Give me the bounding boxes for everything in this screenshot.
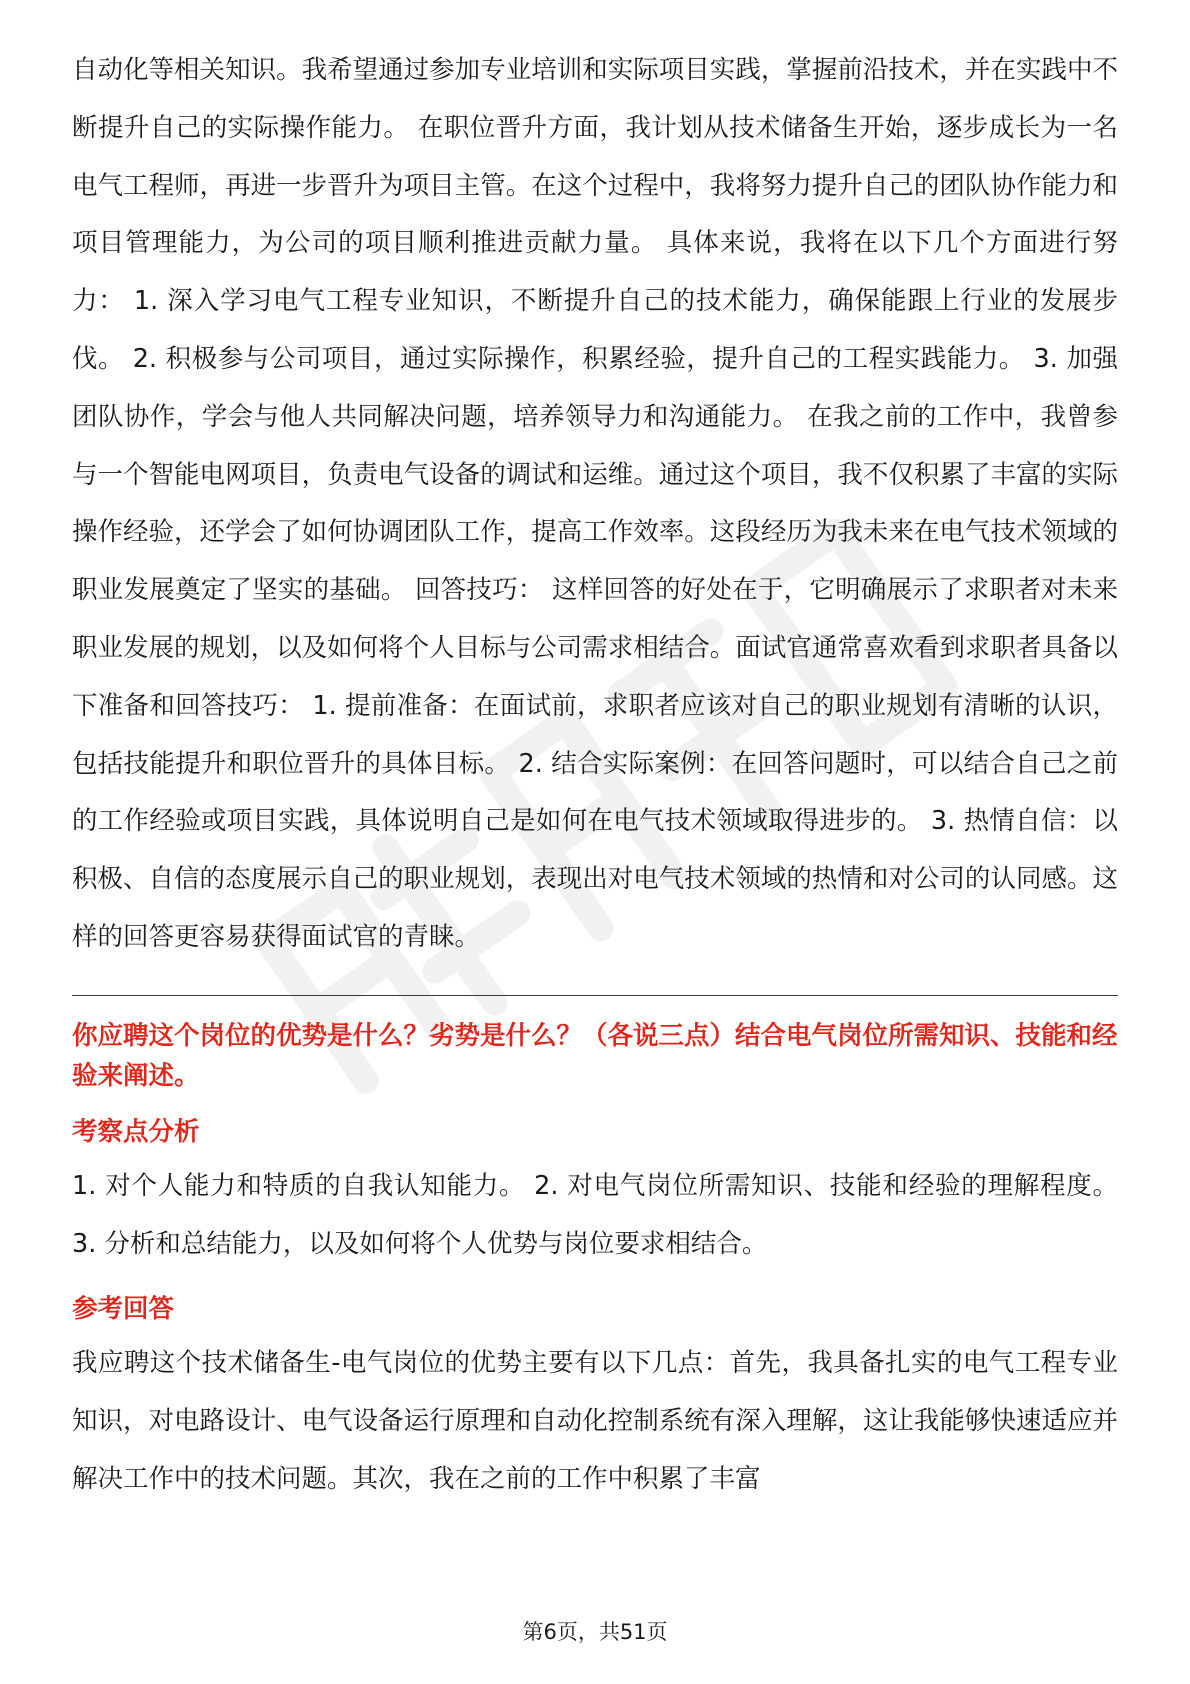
- reference-heading: 参考回答: [72, 1294, 175, 1325]
- interview-question: 你应聘这个岗位的优势是什么？劣势是什么？（各说三点）结合电气岗位所需知识、技能和经验来阐述。: [72, 1020, 1118, 1091]
- continuation-paragraph: 自动化等相关知识。我希望通过参加专业培训和实际项目实践，掌握前沿技术，并在实践中不断提升自己的实际操作能力。 在职位晋升方面，我计划从技术储备生开始，逐步成长为一名电气工程师，再进一步晋升为项目主管。在这个过程中，我将努力提升自己的团队协作能力和项目管理能力，为公司的项目顺利推进贡献力量。 具体来说，我将在以下几个方面进行努力： 1. 深入学习电气工程专业知识，不断提升自己的技术能力，确保能跟上行业的发展步伐。 2. 积极参与公司项目，通过实际操作，积累经验，提升自己的工程实践能力。 3. 加强团队协作，学会与他人共同解决问题，培养领导力和沟通能力。 在我之前的工作中，我曾参与一个智能电网项目，负责电气设备的调试和运维。通过这个项目，我不仅积累了丰富的实际操作经验，还学会了如何协调团队工作，提高工作效率。这段经历为我未来在电气技术领域的职业发展奠定了坚实的基础。 回答技巧： 这样回答的好处在于，它明确展示了求职者对未来职业发展的规划，以及如何将个人目标与公司需求相结合。面试官通常喜欢看到求职者具备以下准备和回答技巧： 1. 提前准备：在面试前，求职者应该对自己的职业规划有清晰的认识，包括技能提升和职位晋升的具体目标。 2. 结合实际案例：在回答问题时，可以结合自己之前的工作经验或项目实践，具体说明自己是如何在电气技术领域取得进步的。 3. 热情自信：以积极、自信的态度展示自己的职业规划，表现出对电气技术领域的热情和对公司的认同感。这样的回答更容易获得面试官的青睐。: [72, 55, 1118, 952]
- section-divider: [72, 995, 1118, 996]
- document-page: [72, 42, 1118, 1509]
- reference-text: 我应聘这个技术储备生-电气岗位的优势主要有以下几点：首先，我具备扎实的电气工程专业知识，对电路设计、电气设备运行原理和自动化控制系统有深入理解，这让我能够快速适应并解决工作中的技术问题。其次，我在之前的工作中积累了丰富: [72, 1348, 1118, 1494]
- page-footer: 第6页，共51页: [522, 1620, 668, 1644]
- analysis-heading: 考察点分析: [72, 1116, 200, 1147]
- analysis-text: 1. 对个人能力和特质的自我认知能力。 2. 对电气岗位所需知识、技能和经验的理解程度。 3. 分析和总结能力，以及如何将个人优势与岗位要求相结合。: [72, 1170, 1118, 1259]
